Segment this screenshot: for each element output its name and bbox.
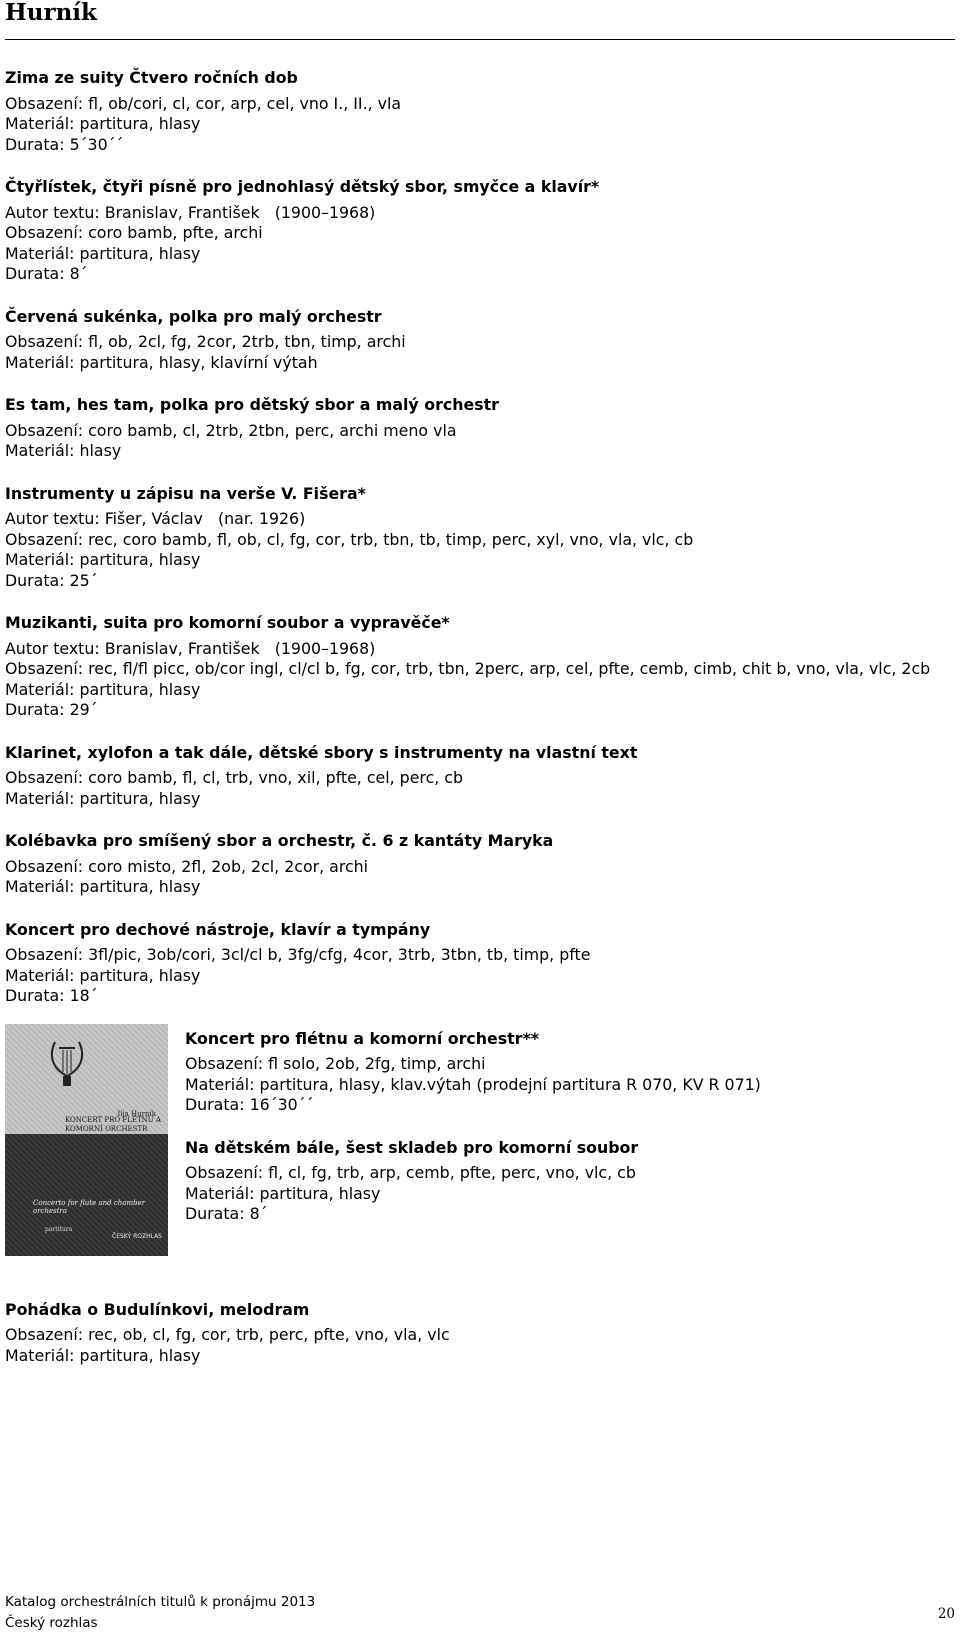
entry-line: Materiál: partitura, hlasy — [5, 243, 201, 263]
catalog-entry — [5, 395, 950, 462]
entry-title: Klarinet, xylofon a tak dále, dětské sbory s instrumenty na vlastní text — [5, 742, 638, 762]
entry-title: Kolébavka pro smíšený sbor a orchestr, č. 6 z kantáty Maryka — [5, 831, 554, 850]
footer-publisher: Český rozhlas — [5, 1615, 98, 1631]
entry-line: Durata: 8´ — [185, 1204, 268, 1223]
entry-line: Obsazení: coro bamb, cl, 2trb, 2tbn, perc, archi meno vla — [5, 420, 457, 440]
catalog-entry — [5, 68, 950, 155]
entry-line: Durata: 5´30´´ — [5, 134, 124, 154]
entry-line: Autor textu: Branislav, František (1900–1968) — [5, 638, 376, 658]
catalog-entry — [5, 1300, 950, 1367]
entry-line: Materiál: partitura, hlasy — [5, 550, 201, 569]
cover-part: partitura — [45, 1225, 73, 1233]
entry-line: Obsazení: coro bamb, fl, cl, trb, vno, xil, pfte, cel, perc, cb — [5, 768, 464, 787]
entry-title: Koncert pro flétnu a komorní orchestr** — [185, 1028, 539, 1048]
entry-line: Durata: 18´ — [5, 986, 98, 1005]
entry-line: Durata: 25´ — [5, 570, 98, 590]
entry-line: Obsazení: coro misto, 2fl, 2ob, 2cl, 2cor, archi — [5, 856, 369, 876]
entry-title: Muzikanti, suita pro komorní soubor a vypravěče* — [5, 613, 450, 632]
entry-line: Materiál: partitura, hlasy — [5, 788, 201, 808]
catalog-entry — [5, 613, 950, 721]
entry-line: Durata: 29´ — [5, 700, 98, 719]
catalog-entry — [185, 1029, 950, 1116]
entry-title: Na dětském bále, šest skladeb pro komorní soubor — [185, 1137, 639, 1157]
entry-line: Obsazení: 3fl/pic, 3ob/cori, 3cl/cl b, 3fg/cfg, 4cor, 3trb, 3tbn, tb, timp, pfte — [5, 945, 591, 964]
cover-author: Ilja Hurník — [117, 1109, 156, 1118]
entry-line: Obsazení: fl, cl, fg, trb, arp, cemb, pfte, perc, vno, vlc, cb — [185, 1163, 636, 1182]
entry-title: Pohádka o Budulínkovi, melodram — [5, 1299, 310, 1319]
entry-line: Materiál: hlasy — [5, 441, 122, 460]
entry-line: Materiál: partitura, hlasy — [185, 1183, 381, 1203]
entry-line: Durata: 8´ — [5, 264, 88, 283]
entry-line: Materiál: partitura, hlasy — [5, 965, 201, 985]
cover-entry-list — [185, 1029, 950, 1247]
catalog-entry — [5, 307, 950, 374]
catalog-entry — [5, 920, 950, 1007]
entry-line: Materiál: partitura, hlasy — [5, 877, 201, 896]
entry-line: Obsazení: fl, ob, 2cl, fg, 2cor, 2trb, tbn, timp, archi — [5, 332, 406, 351]
page-number: 20 — [937, 1606, 955, 1622]
entry-title: Čtyřlístek, čtyři písně pro jednohlasý dětský sbor, smyčce a klavír* — [5, 177, 600, 196]
score-cover-image — [5, 1024, 168, 1256]
entry-line: Obsazení: fl solo, 2ob, 2fg, timp, archi — [185, 1054, 486, 1073]
catalog-entry — [5, 743, 950, 810]
entry-title: Červená sukénka, polka pro malý orchestr — [5, 306, 382, 326]
footer-catalog-title: Katalog orchestrálních titulů k pronájmu 2013 — [5, 1594, 316, 1610]
composer-name: Hurník — [5, 0, 97, 26]
catalog-entry — [5, 831, 950, 898]
entry-title: Instrumenty u zápisu na verše V. Fišera* — [5, 483, 366, 503]
entry-line: Obsazení: coro bamb, pfte, archi — [5, 223, 263, 242]
header-rule — [5, 39, 955, 40]
cover-subtitle: Concerto for flute and chamber orchestra — [33, 1198, 146, 1215]
entry-line: Durata: 16´30´´ — [185, 1095, 314, 1114]
cover-title: KONCERT PRO FLÉTNU A KOMORNÍ ORCHESTR — [65, 1115, 161, 1133]
catalog-entry — [5, 177, 950, 285]
entry-title: Koncert pro dechové nástroje, klavír a tympány — [5, 919, 431, 939]
entry-line: Obsazení: rec, ob, cl, fg, cor, trb, perc, pfte, vno, vla, vlc — [5, 1325, 450, 1344]
entry-line: Materiál: partitura, hlasy — [5, 679, 201, 699]
entry-line: Obsazení: rec, coro bamb, fl, ob, cl, fg, cor, trb, tbn, tb, timp, perc, xyl, vno, vla, vlc, cb — [5, 529, 694, 549]
catalog-content — [5, 68, 950, 1388]
entry-line: Materiál: partitura, hlasy — [5, 1345, 201, 1365]
entry-line: Autor textu: Branislav, František (1900–1968) — [5, 202, 376, 222]
entry-line: Obsazení: rec, fl/fl picc, ob/cor ingl, cl/cl b, fg, cor, trb, tbn, 2perc, arp, cel, pfte, cemb, cimb, chit b, vno, vla, vlc, 2cb — [5, 659, 931, 678]
lyre-icon — [45, 1034, 89, 1090]
entry-line: Obsazení: fl, ob/cori, cl, cor, arp, cel, vno I., II., vla — [5, 93, 402, 113]
entry-line: Autor textu: Fišer, Václav (nar. 1926) — [5, 509, 306, 528]
entry-line: Materiál: partitura, hlasy, klav.výtah (prodejní partitura R 070, KV R 071) — [185, 1074, 761, 1094]
cover-publisher-logo: ČESKÝ ROZHLAS — [112, 1233, 162, 1240]
catalog-entry — [5, 484, 950, 592]
page-header — [5, 0, 955, 26]
entry-title: Es tam, hes tam, polka pro dětský sbor a malý orchestr — [5, 395, 499, 414]
entries-with-cover — [5, 1029, 950, 1256]
entry-title: Zima ze suity Čtvero ročních dob — [5, 68, 298, 87]
entry-line: Materiál: partitura, hlasy — [5, 114, 201, 133]
entry-list — [5, 68, 950, 1007]
entry-line: Materiál: partitura, hlasy, klavírní výtah — [5, 352, 318, 372]
page-footer — [5, 1592, 955, 1634]
catalog-entry — [185, 1138, 950, 1225]
